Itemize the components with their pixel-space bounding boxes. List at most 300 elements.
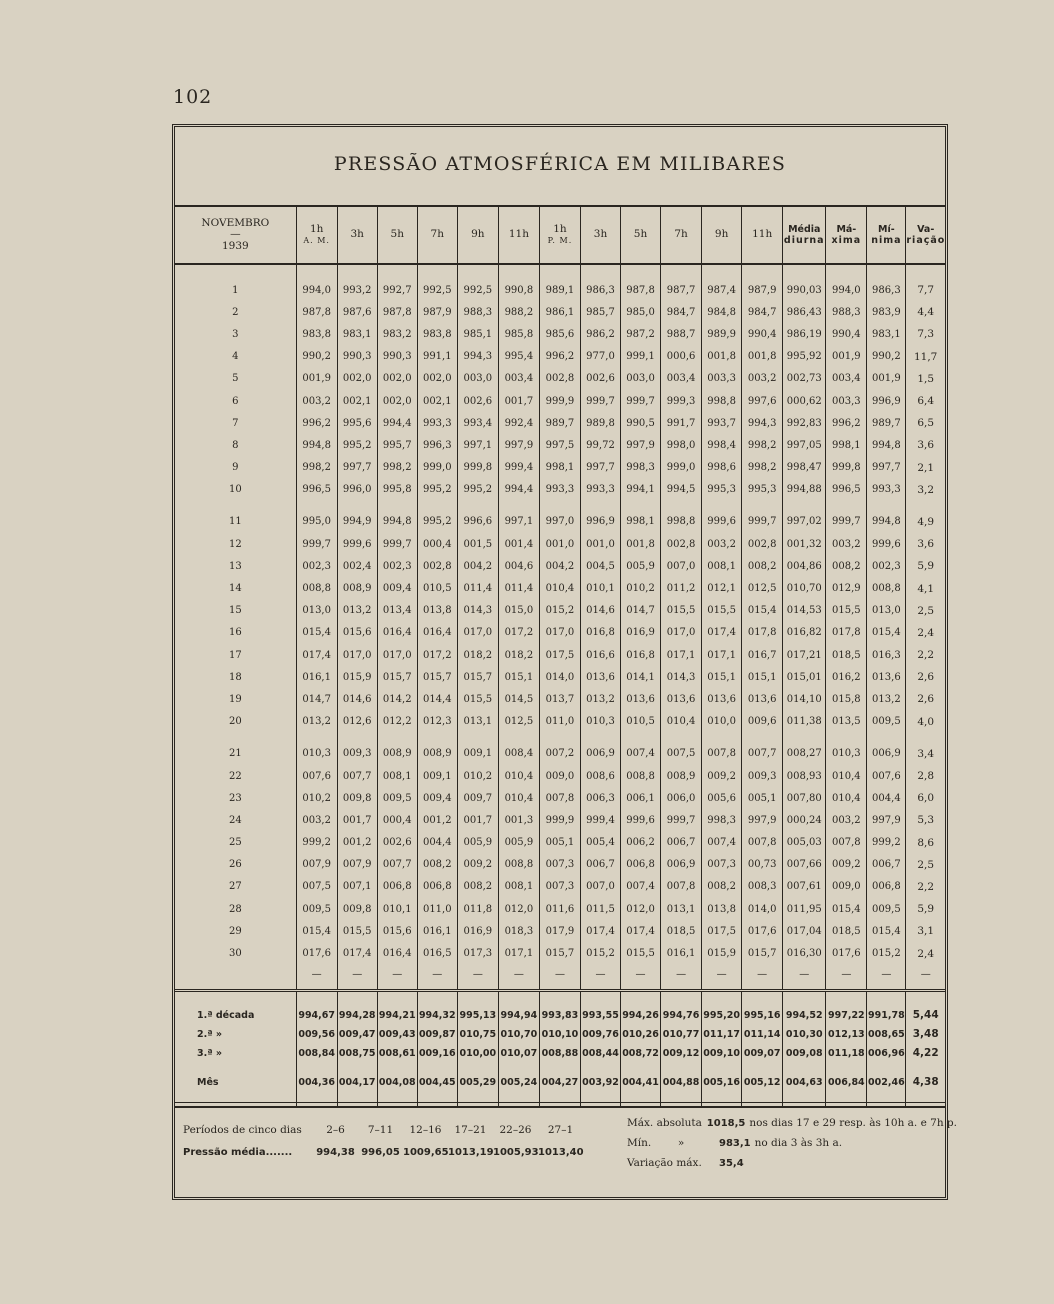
value-cell: 990,2 [296, 346, 337, 368]
value-cell: 998,1 [539, 457, 580, 479]
value-cell: 997,7 [580, 457, 620, 479]
value-cell: 998,47 [783, 457, 826, 479]
column-header-main: 1h [553, 223, 567, 236]
value-cell: 999,1 [621, 346, 661, 368]
value-cell: 994,94 [498, 1006, 539, 1025]
value-cell: 015,5 [826, 600, 867, 622]
spacer-cell [661, 501, 702, 511]
value-cell: 989,7 [867, 412, 906, 434]
value-cell: 999,8 [457, 457, 498, 479]
spacer-row [175, 1092, 945, 1107]
value-cell: 018,2 [457, 644, 498, 666]
column-header [742, 207, 783, 264]
column-header-main: 5h [633, 228, 648, 241]
table-row [175, 876, 945, 898]
mean-value: 994,38 [316, 1146, 355, 1158]
variation-cell: 7,7 [917, 284, 935, 297]
value-cell: 001,0 [580, 533, 620, 555]
dash-cell: — [783, 965, 826, 985]
spacer-cell [296, 733, 337, 743]
value-cell: 994,4 [377, 412, 417, 434]
column-header [296, 207, 337, 264]
value-cell: 013,7 [539, 688, 580, 710]
value-cell: 015,1 [702, 666, 742, 688]
value-cell: 009,4 [377, 577, 417, 599]
spacer-cell [417, 1063, 457, 1073]
value-cell: 017,6 [742, 920, 783, 942]
value-cell: 012,0 [621, 898, 661, 920]
spacer-row [175, 501, 945, 511]
period-value: 17–21 [454, 1124, 487, 1136]
spacer-cell [661, 1092, 702, 1107]
value-cell: 002,0 [417, 368, 457, 390]
value-cell: 997,05 [783, 434, 826, 456]
value-cell: 993,2 [337, 279, 377, 301]
value-cell: 005,24 [498, 1073, 539, 1092]
title-box [175, 127, 945, 207]
var-row [627, 1153, 957, 1173]
value-cell: 002,3 [867, 555, 906, 577]
spacer-cell [417, 264, 457, 279]
value-cell: 994,8 [867, 434, 906, 456]
value-cell: 011,6 [539, 898, 580, 920]
value-cell: 010,77 [661, 1025, 702, 1044]
value-cell: 999,9 [539, 390, 580, 412]
value-cell: 992,83 [783, 412, 826, 434]
value-cell: 002,3 [377, 555, 417, 577]
spacer-cell [498, 1092, 539, 1107]
value-cell: 015,9 [337, 666, 377, 688]
value-cell: 009,10 [702, 1044, 742, 1063]
value-cell: 001,8 [621, 533, 661, 555]
spacer-cell [377, 1092, 417, 1107]
value-cell: 011,5 [580, 898, 620, 920]
column-header [621, 207, 661, 264]
value-cell: 985,6 [539, 323, 580, 345]
value-cell: 011,4 [498, 577, 539, 599]
spacer-cell [867, 264, 906, 279]
value-cell: 005,16 [702, 1073, 742, 1092]
value-cell: 014,5 [498, 688, 539, 710]
spacer-cell [742, 733, 783, 743]
value-cell: 008,1 [498, 876, 539, 898]
value-cell: 994,8 [296, 434, 337, 456]
value-cell: 009,12 [661, 1044, 702, 1063]
value-cell: 009,1 [417, 765, 457, 787]
dash-cell: — [377, 965, 417, 985]
value-cell: 012,5 [498, 711, 539, 733]
spacer-cell [702, 1063, 742, 1073]
value-cell: 994,52 [783, 1006, 826, 1025]
value-cell: 017,2 [417, 644, 457, 666]
spacer-cell [175, 1063, 296, 1073]
value-cell: 997,7 [337, 457, 377, 479]
value-cell: 011,2 [661, 577, 702, 599]
value-cell: 983,9 [867, 301, 906, 323]
spacer-cell [498, 733, 539, 743]
spacer-row [175, 264, 945, 279]
value-cell: 008,61 [377, 1044, 417, 1063]
period-value: 12–16 [409, 1124, 442, 1136]
value-cell: 013,0 [867, 600, 906, 622]
column-header-main: 1h [309, 223, 324, 236]
value-cell: 007,1 [337, 876, 377, 898]
value-cell: 997,0 [539, 511, 580, 533]
variation-cell: 4,22 [912, 1047, 939, 1060]
value-cell: 005,9 [457, 832, 498, 854]
variation-cell: 3,4 [917, 747, 935, 760]
value-cell: 015,4 [867, 622, 906, 644]
value-cell: 996,3 [417, 434, 457, 456]
value-cell: 003,4 [661, 368, 702, 390]
column-header-main: 9h [714, 228, 729, 241]
value-cell: 001,2 [337, 832, 377, 854]
spacer-cell [337, 264, 377, 279]
value-cell: 997,1 [457, 434, 498, 456]
value-cell: 016,1 [296, 666, 337, 688]
spacer-cell [498, 501, 539, 511]
value-cell: 008,3 [742, 876, 783, 898]
value-cell: 015,7 [377, 666, 417, 688]
value-cell: 983,8 [417, 323, 457, 345]
spacer-cell [175, 1092, 296, 1107]
row-label: 7 [175, 412, 296, 434]
value-cell: 008,9 [417, 743, 457, 765]
value-cell: 013,6 [702, 688, 742, 710]
value-cell: 010,07 [498, 1044, 539, 1063]
variation-cell: 4,4 [917, 306, 935, 319]
spacer-cell [539, 733, 580, 743]
value-cell: 010,4 [661, 711, 702, 733]
value-cell: 015,7 [742, 942, 783, 964]
value-cell: 004,08 [377, 1073, 417, 1092]
value-cell: 994,8 [377, 511, 417, 533]
value-cell: 997,5 [539, 434, 580, 456]
value-cell: 994,0 [296, 279, 337, 301]
value-cell: 015,7 [539, 942, 580, 964]
value-cell: 017,6 [296, 942, 337, 964]
spacer-cell [906, 501, 945, 511]
value-cell: 017,8 [742, 622, 783, 644]
value-cell: 002,8 [417, 555, 457, 577]
value-cell: 017,6 [826, 942, 867, 964]
value-cell: 003,3 [702, 368, 742, 390]
value-cell: 006,8 [621, 854, 661, 876]
value-cell: 989,8 [580, 412, 620, 434]
value-cell: 013,1 [661, 898, 702, 920]
value-cell: 000,6 [661, 346, 702, 368]
row-label: 2 [175, 301, 296, 323]
column-header-main: 9h [471, 228, 485, 241]
value-cell: 994,88 [783, 479, 826, 501]
value-cell: 999,9 [539, 809, 580, 831]
value-cell: 986,19 [783, 323, 826, 345]
value-cell: 007,9 [296, 854, 337, 876]
value-cell: 014,1 [621, 666, 661, 688]
column-header-sub: P. M. [547, 235, 573, 245]
spacer-cell [742, 990, 783, 1006]
value-cell: 993,3 [580, 479, 620, 501]
value-cell: 008,1 [377, 765, 417, 787]
value-cell: 994,28 [337, 1006, 377, 1025]
value-cell: 010,0 [702, 711, 742, 733]
value-cell: 007,3 [702, 854, 742, 876]
value-cell: 015,4 [296, 622, 337, 644]
value-cell: 994,8 [867, 511, 906, 533]
value-cell: 999,2 [296, 832, 337, 854]
variation-cell: 5,9 [917, 903, 935, 916]
value-cell: 004,27 [539, 1073, 580, 1092]
value-cell: 009,6 [742, 711, 783, 733]
value-cell: 989,7 [539, 412, 580, 434]
value-cell: 013,6 [580, 666, 620, 688]
value-cell: 009,0 [826, 876, 867, 898]
mean-value: 1009,65 [403, 1146, 449, 1158]
value-cell: 007,8 [826, 832, 867, 854]
spacer-cell [742, 1092, 783, 1107]
value-cell: 006,7 [867, 854, 906, 876]
value-cell: 994,9 [337, 511, 377, 533]
value-cell: 992,5 [417, 279, 457, 301]
row-label: 6 [175, 390, 296, 412]
value-cell: 991,78 [867, 1006, 906, 1025]
value-cell: 008,2 [702, 876, 742, 898]
value-cell: 013,2 [296, 711, 337, 733]
value-cell: 015,8 [826, 688, 867, 710]
spacer-cell [621, 990, 661, 1006]
table-row [175, 412, 945, 434]
value-cell: 986,2 [580, 323, 620, 345]
variation-cell: 1,5 [917, 372, 935, 385]
value-cell: 004,63 [783, 1073, 826, 1092]
value-cell: 999,8 [826, 457, 867, 479]
column-header [539, 207, 580, 264]
value-cell: 006,0 [661, 787, 702, 809]
periods-block [183, 1119, 623, 1163]
row-label: 11 [175, 511, 296, 533]
value-cell: 012,9 [826, 577, 867, 599]
value-cell: 017,0 [377, 644, 417, 666]
dash-cell: — [498, 965, 539, 985]
value-cell: 012,0 [498, 898, 539, 920]
value-cell: 003,2 [296, 809, 337, 831]
value-cell: 013,6 [867, 666, 906, 688]
value-cell: 015,5 [702, 600, 742, 622]
value-cell: 003,2 [826, 533, 867, 555]
summary-row [175, 1006, 945, 1025]
variation-cell: 3,2 [917, 483, 935, 496]
value-cell: 999,7 [621, 390, 661, 412]
row-label: 10 [175, 479, 296, 501]
value-cell: 005,12 [742, 1073, 783, 1092]
value-cell: 016,2 [826, 666, 867, 688]
table-row [175, 688, 945, 710]
value-cell: 987,8 [377, 301, 417, 323]
spacer-cell [867, 733, 906, 743]
dash-cell: — [920, 969, 931, 981]
extremes-block [627, 1113, 957, 1173]
value-cell: 007,61 [783, 876, 826, 898]
value-cell: 994,32 [417, 1006, 457, 1025]
value-cell: 997,1 [498, 511, 539, 533]
value-cell: 008,2 [417, 854, 457, 876]
value-cell: 001,5 [457, 533, 498, 555]
spacer-row [175, 1063, 945, 1073]
table-row [175, 787, 945, 809]
row-label: 25 [175, 832, 296, 854]
value-cell: 011,95 [783, 898, 826, 920]
value-cell: 010,4 [498, 787, 539, 809]
value-cell: 985,1 [457, 323, 498, 345]
mean-value: 996,05 [361, 1146, 400, 1158]
column-header [702, 207, 742, 264]
value-cell: 007,8 [539, 787, 580, 809]
spacer-cell [702, 1092, 742, 1107]
spacer-cell [621, 264, 661, 279]
value-cell: 010,30 [783, 1025, 826, 1044]
value-cell: 010,1 [580, 577, 620, 599]
value-cell: 992,5 [457, 279, 498, 301]
value-cell: 993,4 [457, 412, 498, 434]
variation-cell: 6,5 [917, 417, 935, 430]
value-cell: 009,76 [580, 1025, 620, 1044]
value-cell: 993,3 [417, 412, 457, 434]
row-label: 21 [175, 743, 296, 765]
value-cell: 989,1 [539, 279, 580, 301]
value-cell: 983,2 [377, 323, 417, 345]
value-cell: 014,10 [783, 688, 826, 710]
column-header-main: Média [788, 223, 821, 235]
value-cell: 016,8 [580, 622, 620, 644]
variation-cell: 5,44 [912, 1009, 939, 1022]
value-cell: 988,7 [661, 323, 702, 345]
table-row [175, 711, 945, 733]
value-cell: 017,4 [296, 644, 337, 666]
value-cell: 987,8 [621, 279, 661, 301]
value-cell: 017,0 [661, 622, 702, 644]
value-cell: 001,8 [742, 346, 783, 368]
value-cell: 994,1 [621, 479, 661, 501]
value-cell: 008,9 [337, 577, 377, 599]
value-cell: 017,0 [457, 622, 498, 644]
spacer-cell [783, 1092, 826, 1107]
value-cell: 016,5 [417, 942, 457, 964]
value-cell: 977,0 [580, 346, 620, 368]
value-cell: 003,92 [580, 1073, 620, 1092]
value-cell: 013,2 [580, 688, 620, 710]
value-cell: 983,8 [296, 323, 337, 345]
value-cell: 004,88 [661, 1073, 702, 1092]
value-cell: 008,65 [867, 1025, 906, 1044]
value-cell: 007,5 [296, 876, 337, 898]
value-cell: 008,75 [337, 1044, 377, 1063]
table-row [175, 666, 945, 688]
value-cell: 996,9 [580, 511, 620, 533]
min-text: no dia 3 às 3h a. [754, 1137, 843, 1149]
value-cell: 014,53 [783, 600, 826, 622]
value-cell: 003,4 [498, 368, 539, 390]
variation-cell: 2,6 [917, 671, 935, 684]
value-cell: 014,0 [742, 898, 783, 920]
value-cell: 004,4 [867, 787, 906, 809]
spacer-cell [580, 1063, 620, 1073]
value-cell: 005,29 [457, 1073, 498, 1092]
spacer-cell [783, 990, 826, 1006]
value-cell: 009,3 [337, 743, 377, 765]
value-cell: 987,6 [337, 301, 377, 323]
value-cell: 998,4 [702, 434, 742, 456]
value-cell: 010,10 [539, 1025, 580, 1044]
value-cell: 015,0 [498, 600, 539, 622]
period-value: 2–6 [326, 1124, 345, 1136]
dash-cell: — [826, 965, 867, 985]
value-cell: 015,5 [337, 920, 377, 942]
column-header-sub: xima [831, 235, 862, 247]
spacer-cell [826, 1092, 867, 1107]
value-cell: 008,8 [296, 577, 337, 599]
value-cell: 003,0 [621, 368, 661, 390]
row-label: 1.ª década [175, 1006, 296, 1025]
value-cell: 996,9 [867, 390, 906, 412]
value-cell: 002,4 [337, 555, 377, 577]
value-cell: 007,3 [539, 854, 580, 876]
period-value: 22–26 [499, 1124, 532, 1136]
period-value: 7–11 [367, 1124, 394, 1136]
column-header [457, 207, 498, 264]
table-row [175, 279, 945, 301]
value-cell: 018,5 [826, 920, 867, 942]
value-cell: 010,4 [539, 577, 580, 599]
value-cell: 007,0 [661, 555, 702, 577]
value-cell: 007,66 [783, 854, 826, 876]
value-cell: 004,41 [621, 1073, 661, 1092]
column-header [498, 207, 539, 264]
value-cell: 016,9 [457, 920, 498, 942]
variation-cell: 11,7 [913, 350, 938, 363]
value-cell: 004,45 [417, 1073, 457, 1092]
variation-cell: 4,0 [917, 715, 935, 728]
value-cell: 011,18 [826, 1044, 867, 1063]
row-label: 4 [175, 346, 296, 368]
value-cell: 012,6 [337, 711, 377, 733]
spacer-cell [296, 501, 337, 511]
value-cell: 015,4 [296, 920, 337, 942]
value-cell: 987,2 [621, 323, 661, 345]
value-cell: 018,5 [826, 644, 867, 666]
value-cell: 015,6 [377, 920, 417, 942]
value-cell: 997,9 [867, 809, 906, 831]
variation-cell: 2,4 [917, 947, 935, 960]
value-cell: 985,7 [580, 301, 620, 323]
row-label: 30 [175, 942, 296, 964]
value-cell: 006,9 [867, 743, 906, 765]
value-cell: 009,08 [783, 1044, 826, 1063]
spacer-cell [457, 501, 498, 511]
value-cell: 008,6 [580, 765, 620, 787]
table-row [175, 832, 945, 854]
value-cell: 997,9 [621, 434, 661, 456]
value-cell: 017,5 [702, 920, 742, 942]
table-row [175, 323, 945, 345]
month-dash: — [230, 228, 241, 241]
value-cell: 006,1 [621, 787, 661, 809]
page-title: PRESSÃO ATMOSFÉRICA EM MILIBARES [333, 153, 787, 175]
value-cell: 990,03 [783, 279, 826, 301]
value-cell: 009,87 [417, 1025, 457, 1044]
dash-cell: — [742, 965, 783, 985]
value-cell: 010,3 [826, 743, 867, 765]
variation-cell: 2,5 [917, 858, 935, 871]
